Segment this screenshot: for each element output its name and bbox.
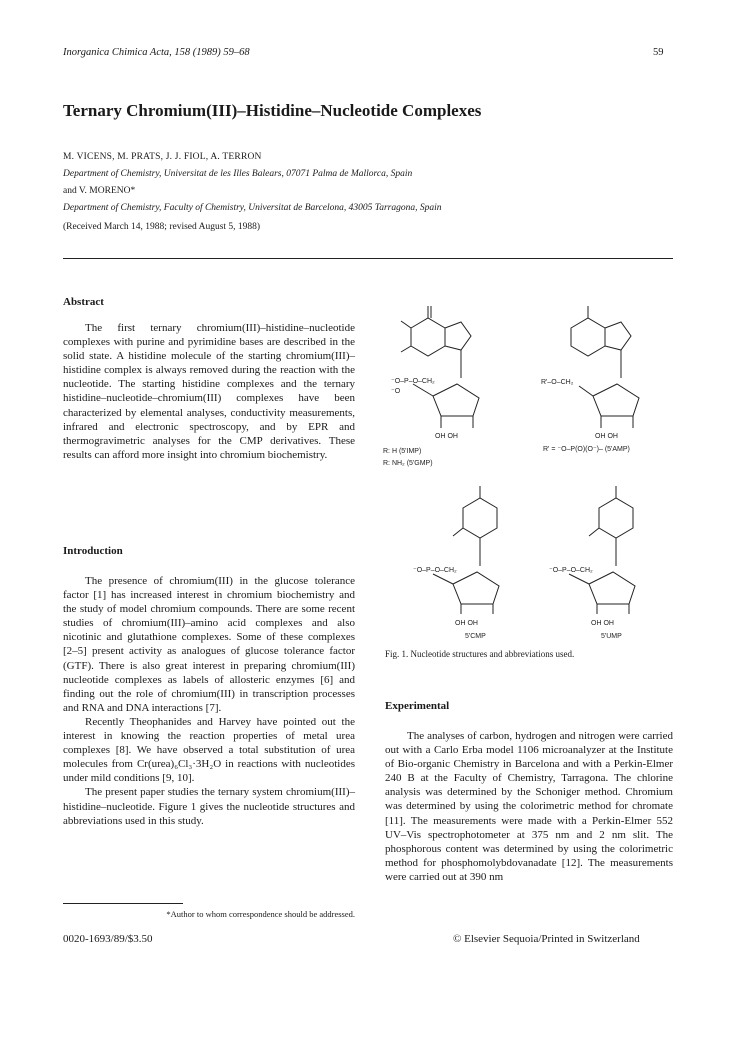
- cmp-label: 5'CMP: [465, 633, 486, 640]
- uracil-ring: [599, 498, 633, 538]
- ribose-ring-2: [593, 384, 639, 416]
- authors-group-2: and V. MORENO*: [63, 186, 136, 196]
- nucleotide-structures-figure: [383, 288, 675, 643]
- journal-citation: Inorganica Chimica Acta, 158 (1989) 59–68: [63, 47, 250, 58]
- received-dates: (Received March 14, 1988; revised August 5, 1988): [63, 222, 261, 232]
- svg-text:⁻O–P–O–CH₂: ⁻O–P–O–CH₂: [391, 378, 435, 385]
- ribose-ring-3: [453, 572, 499, 604]
- introduction-paragraph-3: The present paper studies the ternary system chromium(III)–histidine–nucleotide. Figure 1 gives the nucleotide structures and abbreviations used in this study.: [63, 786, 355, 827]
- cytosine-ring: [463, 498, 497, 538]
- svg-text:⁻O–P–O–CH₂: ⁻O–P–O–CH₂: [413, 567, 457, 574]
- ribose-ring-4: [589, 572, 635, 604]
- svg-text:⁻O–P–O–CH₂: ⁻O–P–O–CH₂: [549, 567, 593, 574]
- amp-r-definition: R' = ⁻O–P(O)(O⁻)– (5'AMP): [543, 446, 630, 453]
- ribose-ring-1: [433, 384, 479, 416]
- adenine-6-ring: [571, 318, 605, 356]
- svg-text:OH OH: OH OH: [455, 620, 478, 627]
- svg-text:⁻O: ⁻O: [391, 388, 401, 395]
- abstract-text: The first ternary chromium(III)–histidine–nucleotide complexes with purine and pyrimidine bases are described in the solid state. A histidine molecule of the starting chromium(III)–histidine complex is always removed during the reaction with the nucleotide. The starting histidine complexes and the ternary histidine–nucleotide–chromium(III) complexes have been characterized by elemental analyses, conductivity measurements, infrared and electronic spectroscopy, and by EPR and thermogravimetric analyses for the CMP derivatives. These results can afford more insight into chromium biochemistry.: [63, 322, 355, 461]
- authors-group-1: M. VICENS, M. PRATS, J. J. FIOL, A. TERRON: [63, 152, 262, 162]
- introduction-section: [63, 545, 355, 828]
- svg-text:R'–O–CH₂: R'–O–CH₂: [541, 379, 574, 386]
- abstract-section: [63, 296, 355, 462]
- svg-text:OH OH: OH OH: [595, 433, 618, 440]
- page-number: 59: [653, 47, 664, 58]
- purine-r-definition-gmp: R: NH₂ (5'GMP): [383, 460, 433, 467]
- experimental-paragraph-1: The analyses of carbon, hydrogen and nitrogen were carried out with a Carlo Erba model 1106 microanalyzer at the Institute of Bio-organic Chemistry in Barcelona and with a Perkin-Elmer 240 B at the Faculty of Chemistry, Tarragona. The chlorine analysis was determined by the Schoniger method. Chromium was determined by using the colorimetric method for chromate [11]. The measurements were made with a Perkin-Elmer 552 UV–Vis spectrophotometer at 375 nm and 2 nm slit. The phosphorous content was determined by using the colorimetric method for phosphomolybdovanadate [12]. The measurements were carried out at 390 nm: [385, 730, 673, 883]
- affiliation-2: Department of Chemistry, Faculty of Chemistry, Universitat de Barcelona, 43005 Tarragona, Spain: [63, 203, 442, 213]
- svg-text:OH OH: OH OH: [591, 620, 614, 627]
- introduction-paragraph-1: The presence of chromium(III) in the glucose tolerance factor [1] has increased interest in chromium biochemistry and the study of model chromium compounds. There are some recent studies of chromium(III)–amino acid complexes and also nicotinic and glutathione complexes. Some of these complexes [2–5] present activity as analogues of glucose tolerance factor (GTF). There is also great interest in preparing chromium(III) nucleotide complexes as labels of allosteric enzymes [6] and finding out the role of chromium(III) in transcription processes and RNA and DNA interactions [7].: [63, 575, 355, 714]
- paper-title: Ternary Chromium(III)–Histidine–Nucleotide Complexes: [63, 101, 482, 120]
- correspondence-footnote: *Author to whom correspondence should be addressed.: [166, 909, 355, 919]
- ump-label: 5'UMP: [601, 633, 622, 640]
- experimental-heading: Experimental: [385, 700, 450, 712]
- adenine-5-ring: [605, 322, 631, 350]
- purine-5-ring: [445, 322, 471, 350]
- introduction-paragraph-2: Recently Theophanides and Harvey have pointed out the interest in knowing the reaction properties of metal urea complexes [8]. We have observed a total substitution of urea molecules from Cr(urea)₆Cl₃·3H₂O in reactions with nucleotides under mild conditions [9, 10].: [63, 715, 355, 785]
- purine-r-definition-imp: R: H (5'IMP): [383, 448, 422, 455]
- introduction-heading: Introduction: [63, 545, 123, 557]
- header-rule: [63, 258, 673, 259]
- copyright-notice: © Elsevier Sequoia/Printed in Switzerland: [453, 933, 640, 945]
- affiliation-1: Department of Chemistry, Universitat de les Illes Balears, 07071 Palma de Mallorca, Spain: [63, 169, 413, 179]
- experimental-section: [385, 700, 673, 884]
- purine-6-ring: [411, 318, 445, 356]
- svg-text:OH OH: OH OH: [435, 433, 458, 440]
- abstract-heading: Abstract: [63, 296, 104, 308]
- footnote-rule: [63, 903, 183, 904]
- article-code: 0020-1693/89/$3.50: [63, 933, 153, 945]
- figure-caption: Fig. 1. Nucleotide structures and abbreviations used.: [385, 649, 575, 659]
